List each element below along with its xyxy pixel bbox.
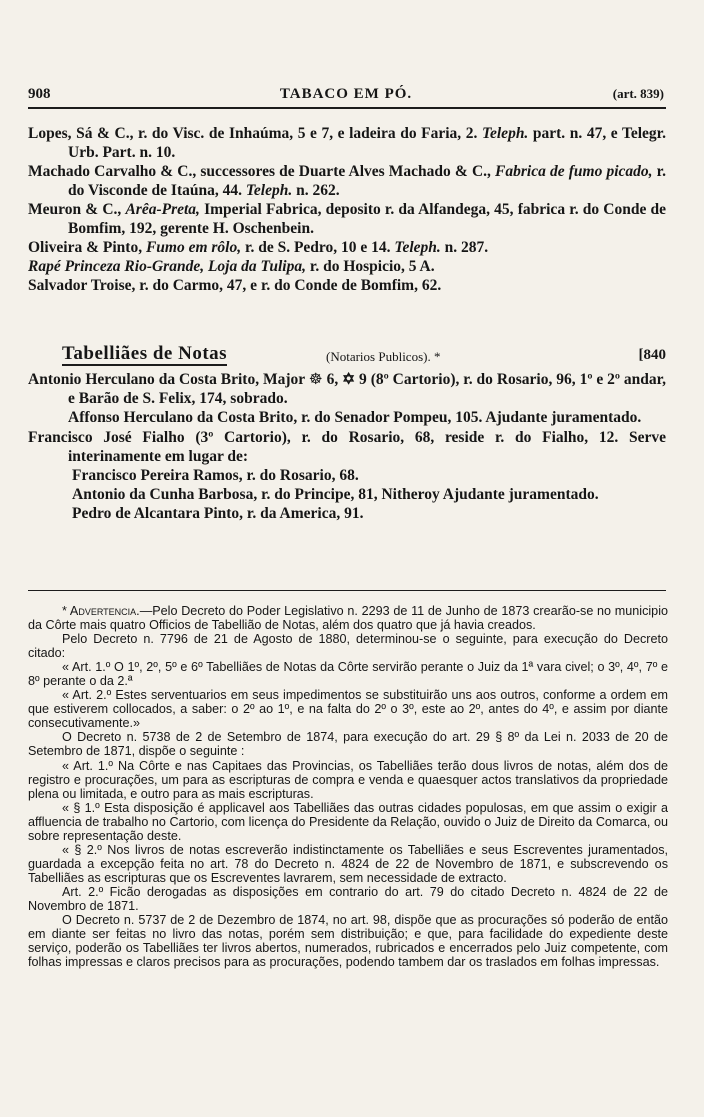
footnote-paragraph: « Art. 1.º Na Côrte e nas Capitaes das Provincias, os Tabelliães terão dous livros de notas, além dos de registro e procurações, um para as escripturas de compra e venda e quaesquer actos translativos da propriedade plena ou limitada, e outro para as mais escripturas. [28, 758, 668, 801]
entry-text: Teleph. [245, 182, 293, 199]
header-rule [28, 107, 666, 109]
entry-text: r. do Hospicio, 5 A. [306, 258, 435, 275]
entry-text: Fumo em rôlo, [145, 239, 242, 256]
footnote-block [28, 604, 668, 969]
footnote-paragraph: O Decreto n. 5738 de 2 de Setembro de 1874, para execução do art. 29 § 8º da Lei n. 2033 de 20 de Setembro de 1871, dispõe o seguinte : [28, 730, 668, 759]
entry-text: Arêa-Preta, [125, 201, 200, 218]
entry-text: r. do Visconde de Itaúna, 44. [68, 163, 666, 199]
entry-text: Salvador Troise, r. do Carmo, 47, e r. do Conde de Bomfim, 62. [28, 277, 442, 294]
entry-antonio-herculano: Antonio Herculano da Costa Brito, Major ☸ 6, ✡ 9 (8º Cartorio), r. do Rosario, 96, 1º e 2º andar, e Barão de S. Felix, 174, sobrado. [28, 371, 666, 408]
page-header [28, 86, 664, 106]
article-reference: (art. 839) [612, 86, 664, 101]
entry-text: n. 287. [440, 239, 489, 256]
tobacco-listing [28, 124, 666, 295]
listing-entry [28, 257, 666, 276]
section-title: Tabelliães de Notas [62, 343, 228, 364]
footnote-paragraph: Art. 2.º Ficão derogadas as disposições em contrario do art. 79 do citado Decreto n. 4824 de 22 de Novembro de 1871. [28, 884, 668, 913]
entry-text: r. de S. Pedro, 10 e 14. [241, 239, 395, 256]
entry-francisco-ramos: Francisco Pereira Ramos, r. do Rosario, 68. [72, 467, 359, 485]
entry-text: Meuron & C., [28, 201, 126, 218]
footnote-paragraph: « § 2.º Nos livros de notas escreverão indistinctamente os Tabelliães e seus Escreventes juramentados, guardada a excepção feita no art. 78 do Decreto n. 4824 de 22 de Novembro de 1871, e subscrevendo os Tabelliães as escripturas que os Escreventes lavrarem, sem necessidade de extracto. [28, 842, 668, 885]
listing-entry [28, 238, 666, 257]
section-heading [28, 344, 666, 366]
footnote-rule [28, 590, 666, 591]
footnote-paragraph: « Art. 2.º Estes serventuarios em seus impedimentos se substituirão uns aos outros, conforme a ordem em que estiverem collocados, a saber: o 2º ao 1º, e na falta do 2º o 3º, este ao 2º, antes do 4º, e assim por diante consecutivamente.» [28, 688, 668, 731]
section-number: [840 [638, 347, 666, 363]
listing-entry [28, 276, 666, 295]
footnote-paragraph: « § 1.º Esta disposição é applicavel aos Tabelliães das outras cidades populosas, em que assim o exigir a affluencia de trabalho no Cartorio, com licença do Presidente da Relação, ouvido o Juiz de Direito da Comarca, ou sobre representação deste. [28, 800, 668, 843]
entry-text: n. 262. [292, 182, 340, 199]
entry-antonio-barbosa: Antonio da Cunha Barbosa, r. do Principe, 81, Nitheroy Ajudante juramentado. [72, 486, 599, 504]
entry-text: Imperial Fabrica, deposito r. da Alfandega, 45, fabrica r. do Conde de Bomfim, 192, gerente H. Oschenbein. [68, 201, 666, 237]
entry-text: Teleph. [394, 239, 441, 256]
footnote-paragraph: « Art. 1.º O 1º, 2º, 5º e 6º Tabelliães de Notas da Côrte servirão perante o Juiz da 1ª vara civel; o 3º, 4º, 7º e 8º perante o da 2.ª [28, 660, 668, 689]
page-number: 908 [28, 86, 51, 102]
entry-text: Fabrica de fumo picado, [495, 163, 653, 180]
entry-text: part. n. 47, e Telegr. Urb. Part. n. 10. [68, 125, 667, 161]
section-subtitle: (Notarios Publicos). * [326, 349, 441, 364]
running-title: TABACO EM PÓ. [279, 86, 413, 102]
entry-pedro-alcantara: Pedro de Alcantara Pinto, r. da America, 91. [72, 505, 364, 523]
tabelliaes-section [28, 344, 666, 524]
listing-entry [28, 124, 666, 162]
entry-text: Lopes, Sá & C., r. do Visc. de Inhaúma, 5 e 7, e ladeira do Faria, 2. [28, 125, 482, 142]
entry-text: Teleph. [481, 125, 529, 142]
footnote-paragraph: Pelo Decreto n. 7796 de 21 de Agosto de 1880, determinou-se o seguinte, para execução do Decreto citado: [28, 632, 668, 661]
listing-entry [28, 200, 666, 238]
footnote-text: —Pelo Decreto do Poder Legislativo n. 2293 de 11 de Junho de 1873 crearão-se no municipio da Côrte mais quatro Officios de Tabellião de Notas, além dos quatro que já havia creados. [28, 604, 668, 633]
footnote-paragraph [28, 604, 668, 632]
advertencia-label: * Advertencia. [62, 604, 140, 618]
entry-text: Machado Carvalho & C., successores de Duarte Alves Machado & C., [28, 163, 496, 180]
entry-francisco-fialho: Francisco José Fialho (3º Cartorio), r. do Rosario, 68, reside r. do Fialho, 12. Serve interinamente em lugar de: [28, 428, 666, 465]
listing-entry [28, 162, 666, 200]
footnote-paragraph: O Decreto n. 5737 de 2 de Dezembro de 1874, no art. 98, dispõe que as procurações só poderão de então em diante ser feitas no livro das notas, porém sem distribuição; e que, para facilidade do expediente deste serviço, poderão os Tabelliães ter livros abertos, numerados, rubricados e encerrados pelo Juiz competente, com folhas impressas e claros precisos para as procurações, podendo tambem dar os traslados em folhas impressas. [28, 913, 668, 970]
entry-text: Rapé Princeza Rio-Grande, Loja da Tulipa, [28, 258, 306, 275]
entry-text: Oliveira & Pinto, [28, 239, 146, 256]
entry-affonso-herculano: Affonso Herculano da Costa Brito, r. do Senador Pompeu, 105. Ajudante juramentado. [68, 409, 642, 427]
